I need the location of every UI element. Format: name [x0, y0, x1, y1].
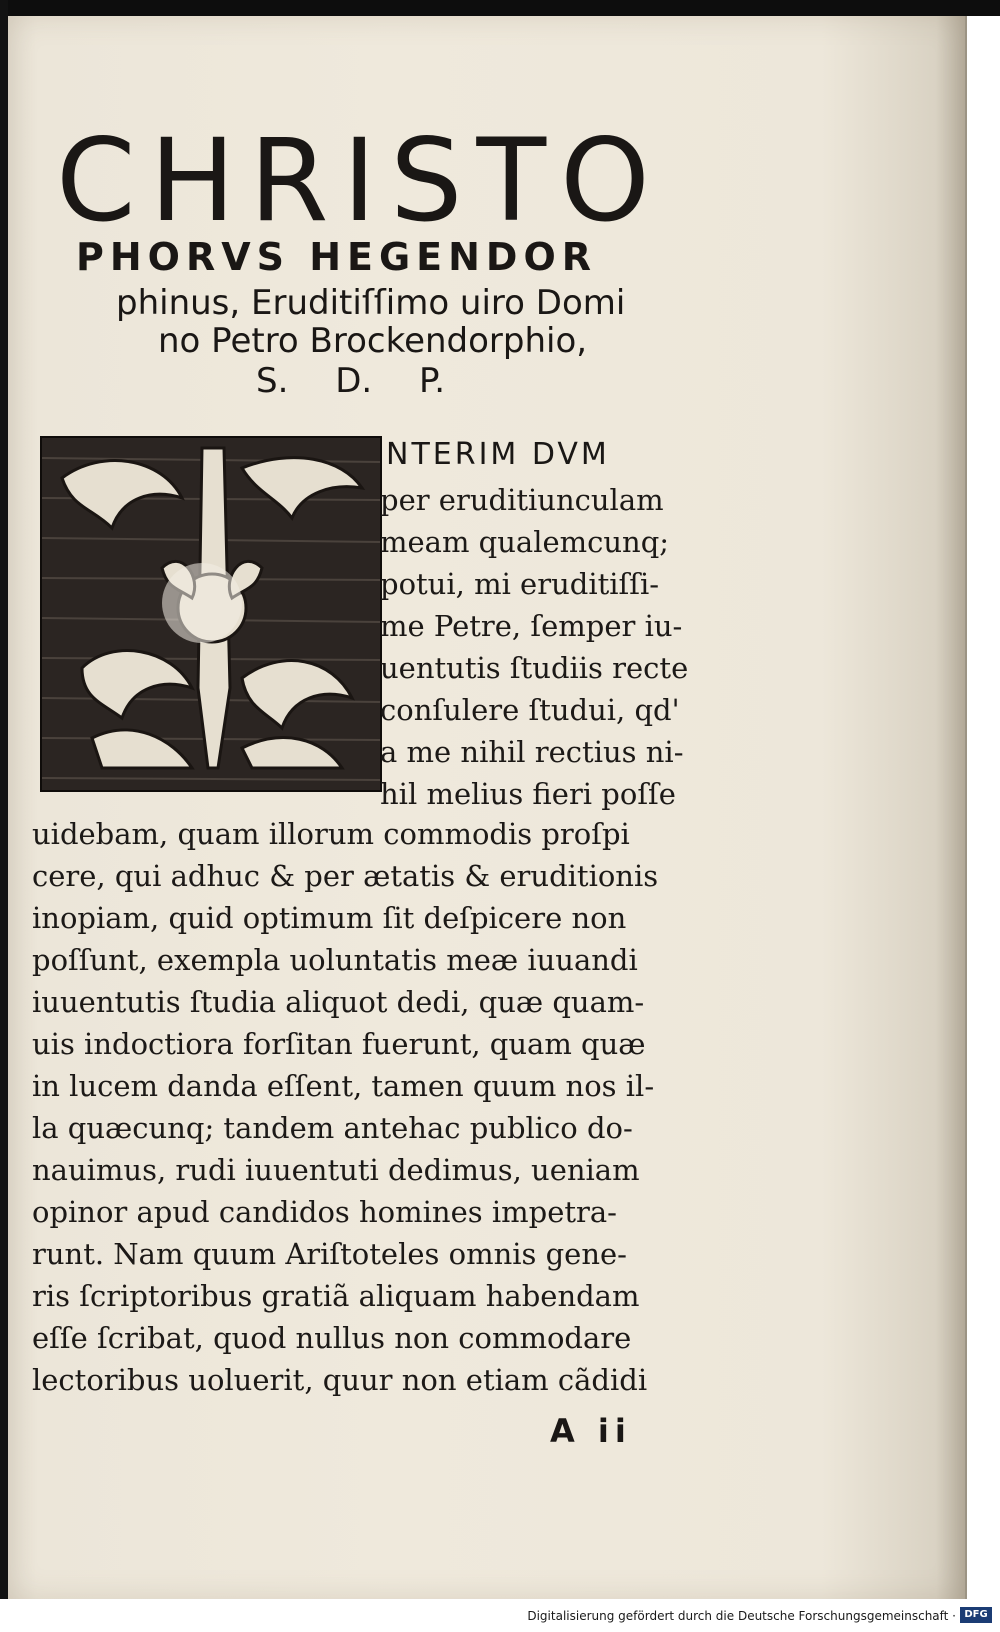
heading-line-4: S. D. P. [256, 361, 446, 401]
page-title: CHRISTO [56, 114, 664, 247]
top-frame-bar [0, 0, 1000, 16]
body-line-12: poſſunt, exempla uoluntatis meæ iuuandi [32, 943, 638, 977]
body-line-17: nauimus, rudi iuuentuti dedimus, ueniam [32, 1153, 640, 1187]
woodcut-ornament-icon [42, 438, 380, 790]
body-line-9: uidebam, quam illorum commodis proſpi [32, 817, 630, 851]
body-line-14: uis indoctiora forſitan fuerunt, quam quæ [32, 1027, 646, 1061]
body-line-1: per eruditiunculam [380, 483, 664, 517]
dfg-logo-icon: DFG [960, 1607, 992, 1623]
body-line-7: a me nihil rectius ni- [380, 735, 684, 769]
body-line-6: conſulere ſtudui, qd' [380, 693, 680, 727]
left-frame-bar [0, 0, 8, 1632]
body-line-15: in lucem danda eſſent, tamen quum nos il- [32, 1069, 655, 1103]
footer-bar [0, 1599, 1000, 1632]
body-line-13: iuuentutis ſtudia aliquot dedi, quæ quam- [32, 985, 645, 1019]
decorated-initial-woodcut [40, 436, 382, 792]
body-line-20: ris ſcriptoribus gratiã aliquam habendam [32, 1279, 640, 1313]
signature-mark: A ii [550, 1412, 632, 1450]
heading-line-3: no Petro Brockendorphio, [158, 321, 588, 361]
body-line-4: me Petre, ſemper iu- [380, 609, 683, 643]
body-line-18: opinor apud candidos homines impetra- [32, 1195, 617, 1229]
body-line-16: la quæcunq; tandem antehac publico do- [32, 1111, 633, 1145]
funding-notice: Digitalisierung gefördert durch die Deutsche Forschungsgemeinschaft · [527, 1609, 956, 1623]
body-line-11: inopiam, quid optimum ſit deſpicere non [32, 901, 627, 935]
body-line-2: meam qualemcunq; [380, 525, 670, 559]
body-line-22: lectoribus uoluerit, quur non etiam cãdidi [32, 1363, 648, 1397]
body-line-10: cere, qui adhuc & per ætatis & eruditionis [32, 859, 659, 893]
body-line-3: potui, mi eruditiſſi- [380, 567, 660, 601]
body-line-19: runt. Nam quum Ariſtoteles omnis gene- [32, 1237, 627, 1271]
body-line-21: eſſe ſcribat, quod nullus non commodare [32, 1321, 632, 1355]
body-line-8: hil melius fieri poſſe [380, 777, 676, 811]
heading-line-2: phinus, Eruditiſſimo uiro Domi [116, 283, 626, 323]
body-line-5: uentutis ſtudiis recte [380, 651, 689, 685]
heading-line-1: PHORVS HEGENDOR [76, 235, 598, 279]
lead-line: NTERIM DVM [386, 437, 610, 472]
book-page [8, 16, 967, 1599]
